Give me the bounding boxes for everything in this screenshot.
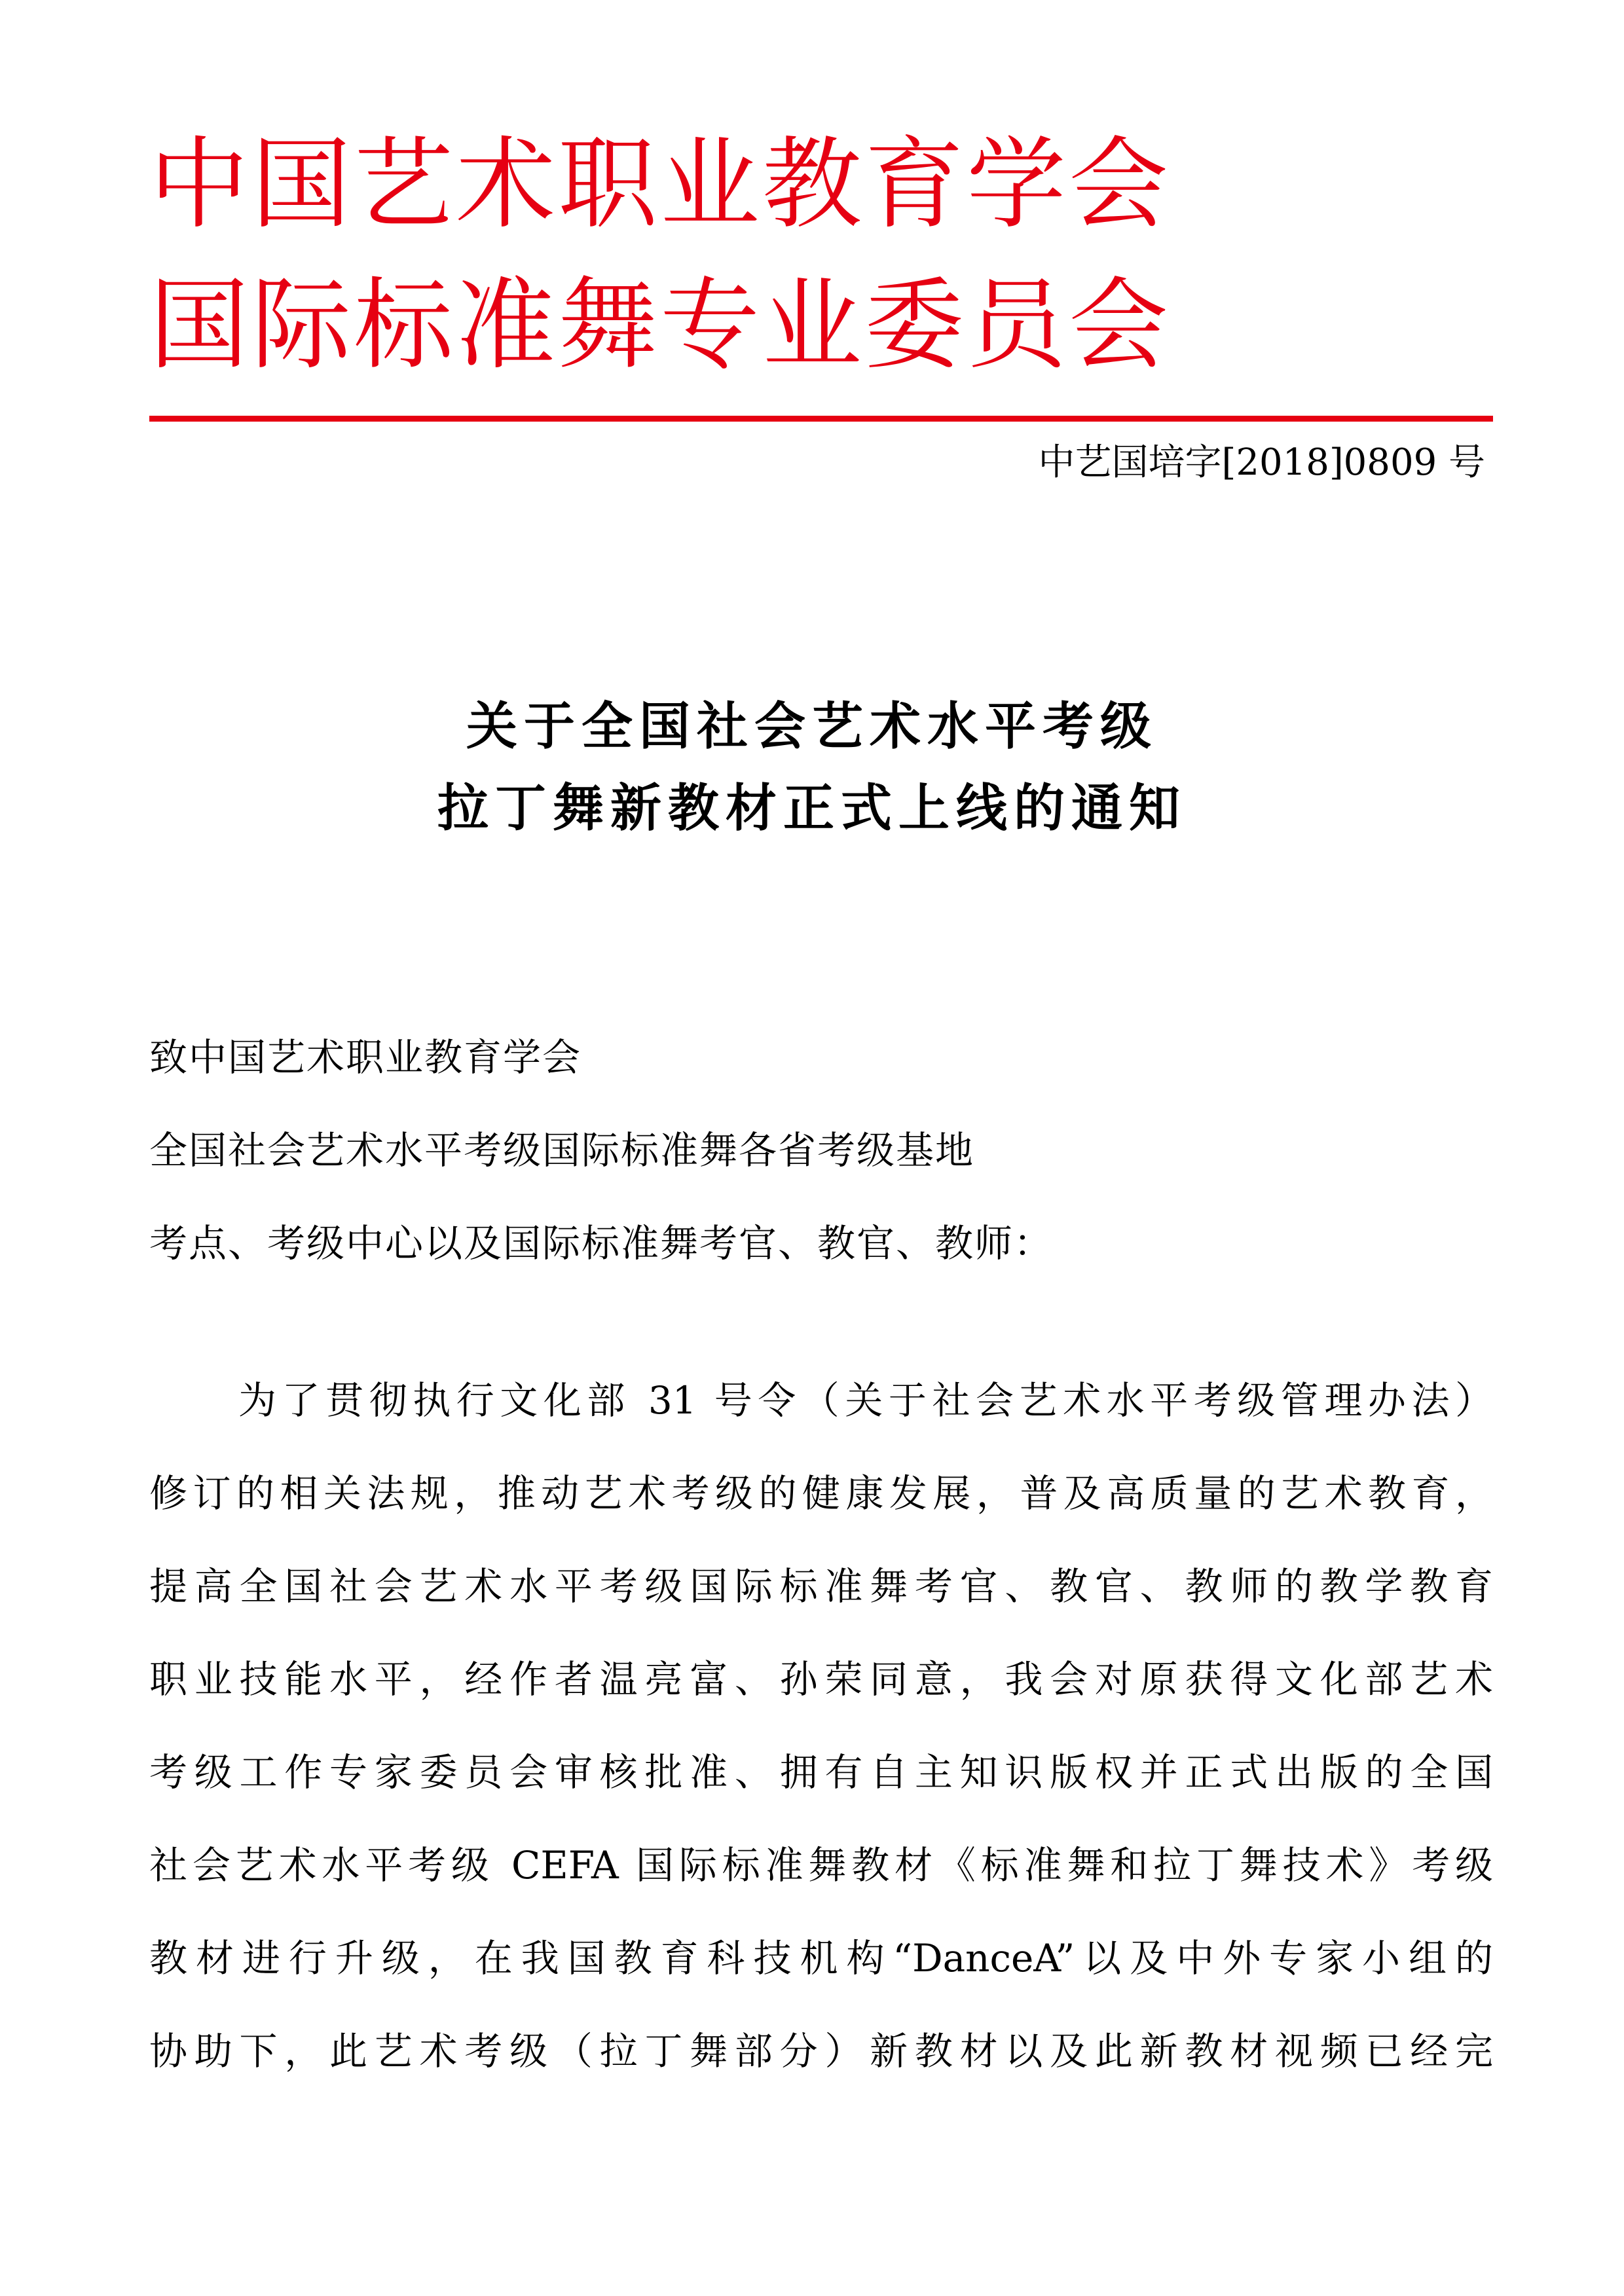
addressee-line: 考点、考级中心以及国际标准舞考官、教官、教师：	[149, 1221, 1054, 1266]
addressee-line: 全国社会艺术水平考级国际标准舞各省考级基地	[149, 1128, 975, 1173]
body-text-line: 提高全国社会艺术水平考级国际标准舞考官、教官、教师的教学教育	[149, 1564, 1493, 1609]
body-text-line: 社会艺术水平考级 CEFA 国际标准舞教材《标准舞和拉丁舞技术》考级	[149, 1843, 1493, 1887]
body-text-line: 考级工作专家委员会审核批准、拥有自主知识版权并正式出版的全国	[149, 1750, 1493, 1795]
letterhead-line-2: 国际标准舞专业委员会	[149, 267, 1171, 383]
body-text-line: 教材进行升级，在我国教育科技机构“DanceA”以及中外专家小组的	[149, 1936, 1493, 1980]
body-text-line: 协助下，此艺术考级（拉丁舞部分）新教材以及此新教材视频已经完	[149, 2029, 1493, 2073]
body-text-line: 修订的相关法规，推动艺术考级的健康发展，普及高质量的艺术教育，	[149, 1471, 1493, 1516]
body-text-line: 为了贯彻执行文化部 31 号令（关于社会艺术水平考级管理办法）	[238, 1378, 1493, 1423]
body-text-line: 职业技能水平，经作者温亮富、孙荣同意，我会对原获得文化部艺术	[149, 1657, 1493, 1702]
document-number: 中艺国培字[2018]0809 号	[1038, 441, 1485, 484]
notice-title-line-2: 拉丁舞新教材正式上线的通知	[437, 778, 1187, 838]
addressee-line: 致中国艺术职业教育学会	[149, 1035, 582, 1080]
notice-title-line-1: 关于全国社会艺术水平考级	[466, 697, 1158, 756]
letterhead-line-1: 中国艺术职业教育学会	[149, 126, 1171, 242]
letterhead-divider	[149, 416, 1493, 422]
